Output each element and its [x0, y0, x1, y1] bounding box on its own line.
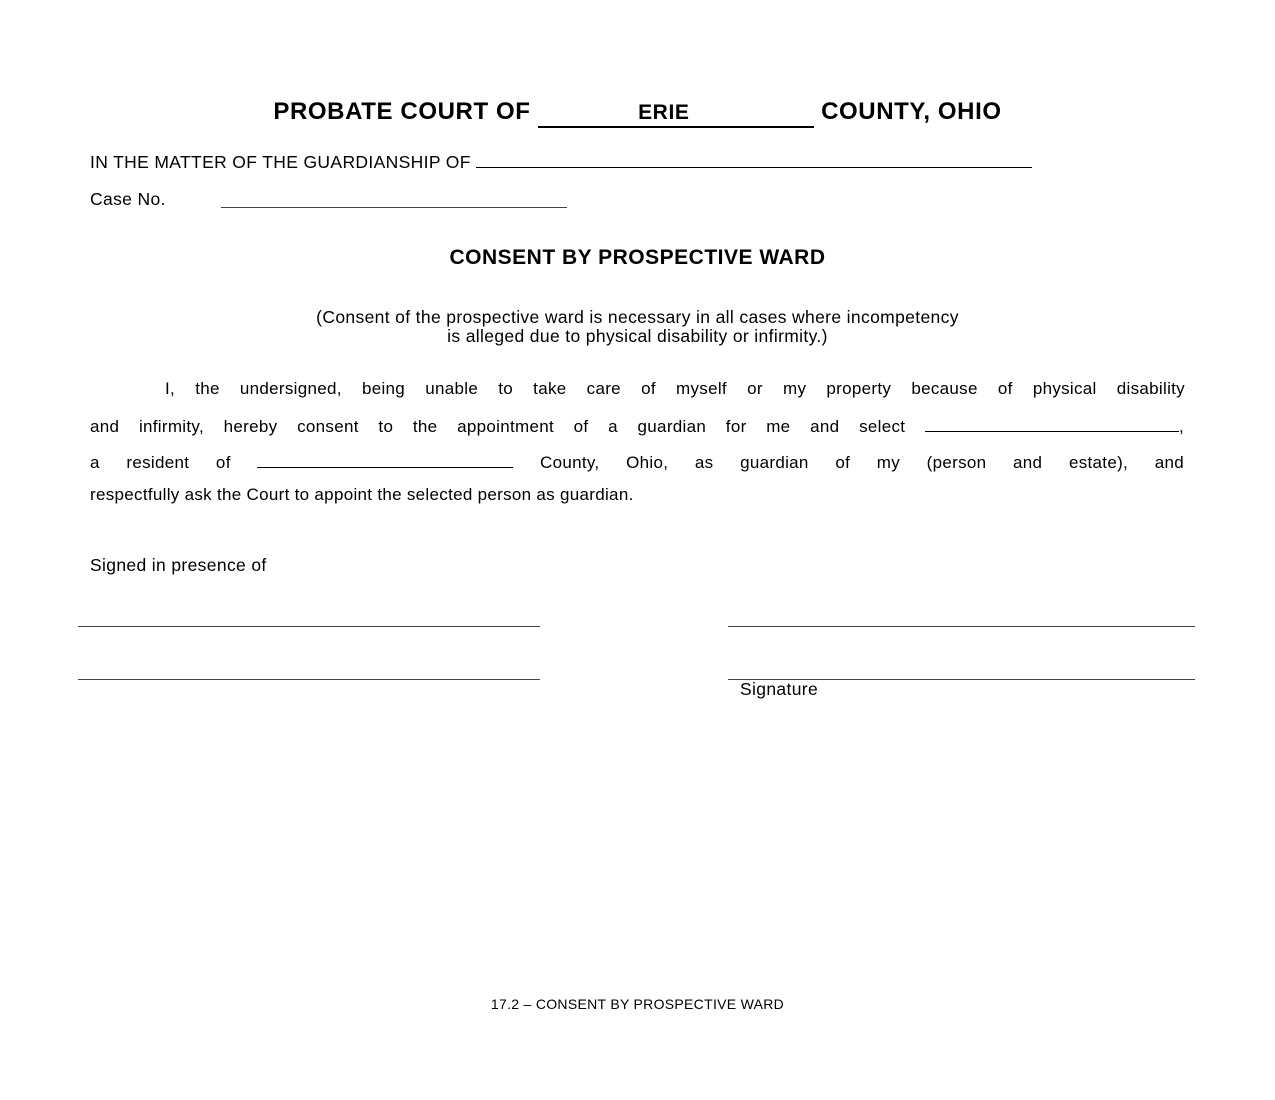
court-heading: [0, 98, 1275, 128]
note-line-2: is alleged due to physical disability or infirmity.): [447, 326, 828, 346]
court-prefix: PROBATE COURT OF: [273, 98, 531, 125]
county-field[interactable]: [538, 98, 814, 128]
signature-line-upper[interactable]: [728, 626, 1195, 627]
note-line-1: (Consent of the prospective ward is necessary in all cases where incompetency: [316, 307, 959, 327]
signature-label: Signature: [740, 679, 819, 699]
body-line-2: and infirmity, hereby consent to the appointment of a guardian for me and select ,: [90, 417, 1184, 436]
guardian-name-field[interactable]: [925, 415, 1179, 432]
body-line-3: a resident of County, Ohio, as guardian of my (person and estate), and: [90, 453, 1184, 472]
form-footer: 17.2 – CONSENT BY PROSPECTIVE WARD: [490, 996, 785, 1012]
matter-label: IN THE MATTER OF THE GUARDIANSHIP OF: [90, 152, 471, 172]
form-title: CONSENT BY PROSPECTIVE WARD: [449, 246, 826, 269]
body-line-4: respectfully ask the Court to appoint the selected person as guardian.: [90, 485, 634, 504]
county-value: ERIE: [638, 101, 690, 124]
resident-county-field[interactable]: [257, 451, 513, 468]
case-number-field[interactable]: [221, 207, 567, 208]
witness-signature-line-1[interactable]: [78, 626, 540, 627]
court-suffix: COUNTY, OHIO: [821, 98, 1002, 125]
case-number-label: Case No.: [90, 189, 166, 209]
guardianship-matter-row: [90, 149, 1032, 173]
body-line-1: I, the undersigned, being unable to take care of myself or my property because of physical disability: [165, 379, 1185, 398]
ward-name-field[interactable]: [476, 149, 1032, 168]
signed-in-presence-label: Signed in presence of: [90, 555, 267, 575]
witness-signature-line-2[interactable]: [78, 679, 540, 680]
